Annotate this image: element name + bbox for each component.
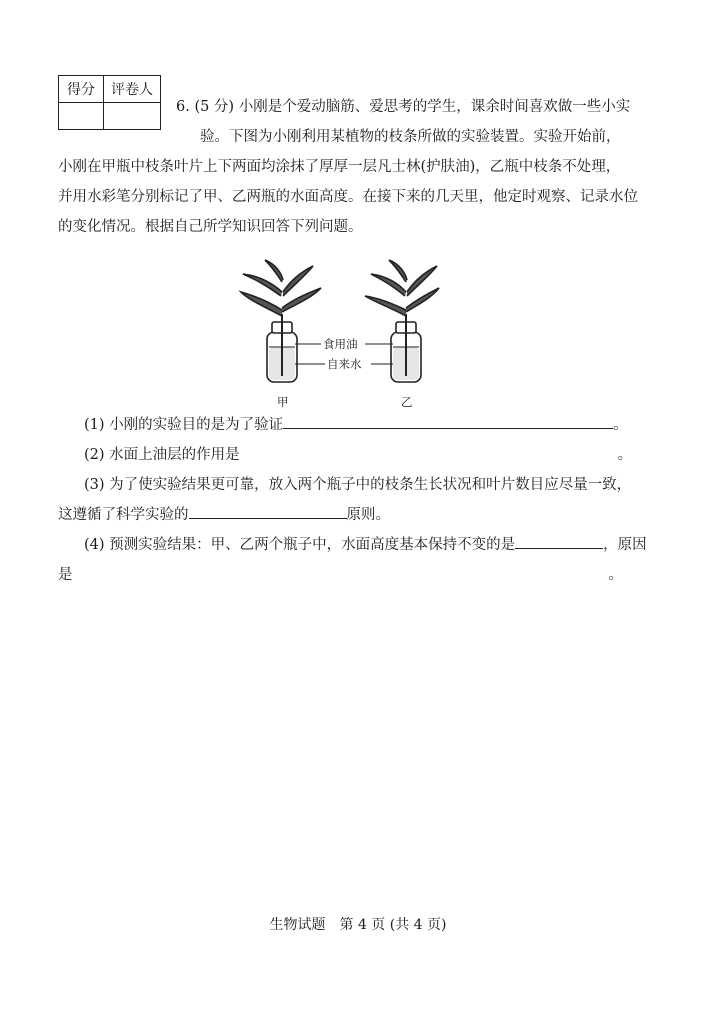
sub-question-2: (2) 水面上油层的作用是 。 — [84, 440, 664, 470]
answer-blank-4b[interactable] — [73, 563, 609, 579]
answer-blank-3[interactable] — [189, 502, 347, 519]
experiment-figure — [225, 252, 445, 412]
label-water: 自来水 — [327, 357, 362, 371]
answer-blank-1[interactable] — [283, 412, 613, 429]
question-line-5: 的变化情况。根据自己所学知识回答下列问题。 — [58, 219, 363, 235]
question-line-4: 并用水彩笔分别标记了甲、乙两瓶的水面高度。在接下来的几天里，他定时观察、记录水位 — [58, 189, 638, 205]
question-line-2: 验。下图为小刚利用某植物的枝条所做的实验装置。实验开始前， — [200, 129, 621, 145]
answer-blank-2[interactable] — [240, 443, 618, 459]
label-jia: 甲 — [277, 395, 289, 409]
grader-cell[interactable] — [104, 103, 161, 130]
question-line-3: 小刚在甲瓶中枝条叶片上下两面均涂抹了厚厚一层凡士林(护肤油)，乙瓶中枝条不处理， — [58, 159, 621, 175]
grader-header: 评卷人 — [104, 76, 161, 103]
experiment-illustration — [225, 252, 445, 412]
sub-question-1: (1) 小刚的实验目的是为了验证 。 — [84, 410, 664, 440]
sub-question-3-line-2: 这遵循了科学实验的 原则。 — [58, 500, 638, 530]
answer-blank-4a[interactable] — [515, 532, 603, 549]
score-header: 得分 — [59, 76, 104, 103]
score-cell[interactable] — [59, 103, 104, 130]
question-line-1: 6. (5 分) 小刚是个爱动脑筋、爱思考的学生，课余时间喜欢做一些小实 — [176, 99, 631, 115]
sub-question-4-line-2: 是 。 — [58, 560, 638, 590]
page-footer: 生物试题 第 4 页 (共 4 页) — [269, 917, 447, 933]
label-oil: 食用油 — [323, 337, 358, 351]
sub-question-4-line-1: (4) 预测实验结果：甲、乙两个瓶子中，水面高度基本保持不变的是 ，原因 — [84, 530, 664, 560]
label-yi: 乙 — [401, 395, 413, 409]
sub-question-3-line-1: (3) 为了使实验结果更可靠，放入两个瓶子中的枝条生长状况和叶片数目应尽量一致， — [84, 477, 632, 493]
score-table — [58, 75, 161, 130]
